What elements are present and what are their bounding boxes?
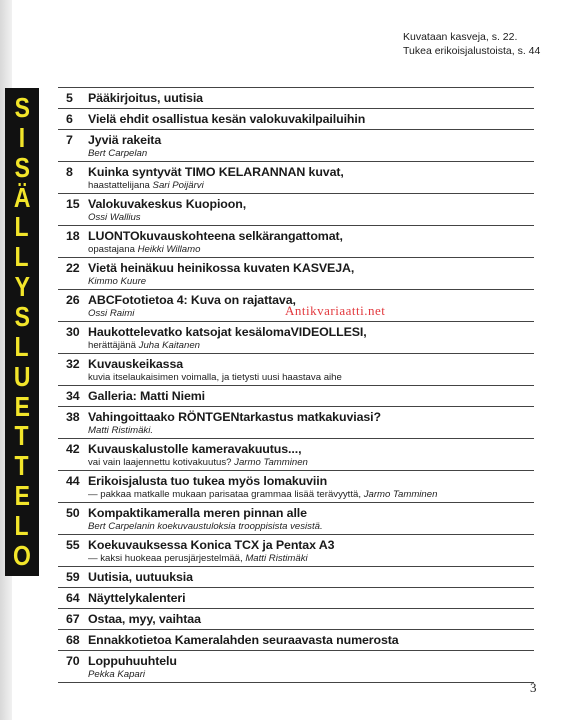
toc-subtitle	[66, 180, 534, 191]
toc-page-number: 7	[66, 133, 73, 147]
toc-entry-heading	[66, 442, 534, 457]
toc-page-number: 30	[66, 325, 80, 339]
toc-page-number: 18	[66, 229, 80, 243]
toc-title: Pääkirjoitus, uutisia	[88, 91, 203, 105]
toc-entry-heading	[66, 261, 534, 276]
toc-entry-heading	[66, 633, 534, 648]
toc-entry	[58, 502, 534, 534]
toc-entry-heading	[66, 112, 534, 127]
table-of-contents	[58, 87, 534, 683]
toc-title: Jyviä rakeita	[88, 133, 162, 147]
toc-entry-heading	[66, 538, 534, 553]
toc-entry	[58, 193, 534, 225]
toc-subtitle-text: opastajana	[88, 244, 138, 255]
toc-entry-heading	[66, 612, 534, 627]
toc-author: Matti Ristimäki.	[88, 425, 154, 436]
toc-author: Juha Kaitanen	[138, 340, 201, 351]
toc-author: Bert Carpelan	[88, 148, 148, 159]
toc-entry-heading	[66, 229, 534, 244]
side-title-letter: S	[14, 151, 30, 183]
toc-page-number: 5	[66, 91, 73, 105]
toc-subtitle	[66, 521, 534, 532]
toc-entry-heading	[66, 133, 534, 148]
toc-entry	[58, 470, 534, 502]
toc-page-number: 22	[66, 261, 80, 275]
toc-entry	[58, 353, 534, 385]
toc-subtitle-text: — pakkaa matkalle mukaan parisataa grammaa lisää terävyyttä,	[88, 489, 364, 500]
toc-author: Ossi Wallius	[88, 212, 141, 223]
toc-title: Näyttelykalenteri	[88, 591, 186, 605]
side-title-letter: I	[18, 121, 26, 153]
toc-subtitle	[66, 340, 534, 351]
toc-subtitle	[66, 553, 534, 564]
toc-page-number: 70	[66, 654, 80, 668]
toc-entry-heading	[66, 654, 534, 669]
toc-author: Jarmo Tamminen	[234, 457, 308, 468]
toc-entry-heading	[66, 325, 534, 340]
toc-author: Matti Ristimäki	[245, 553, 308, 564]
toc-subtitle	[66, 457, 534, 468]
toc-entry	[58, 587, 534, 608]
toc-entry-heading	[66, 91, 534, 106]
toc-page-number: 59	[66, 570, 80, 584]
side-title-letter: S	[14, 301, 30, 333]
toc-subtitle	[66, 276, 534, 287]
toc-page-number: 44	[66, 474, 80, 488]
top-note: Kuvataan kasveja, s. 22.	[403, 31, 518, 43]
toc-entry-heading	[66, 570, 534, 585]
toc-title: ABCFototietoa 4: Kuva on rajattava,	[88, 293, 296, 307]
toc-title: Uutisia, uutuuksia	[88, 570, 193, 584]
toc-entry-heading	[66, 591, 534, 606]
side-title-letter: E	[14, 480, 30, 512]
top-note: Tukea erikoisjalustoista, s. 44	[403, 45, 541, 57]
toc-subtitle	[66, 148, 534, 159]
toc-page-number: 32	[66, 357, 80, 371]
toc-entry	[58, 108, 534, 129]
page-number: 3	[530, 680, 537, 695]
toc-entry-heading	[66, 474, 534, 489]
side-title-banner	[5, 88, 39, 576]
watermark: Antikvariaatti.net	[285, 303, 386, 318]
side-title-letter: T	[14, 420, 30, 452]
toc-title: Haukottelevatko katsojat kesälomaVIDEOLLESI,	[88, 325, 367, 339]
toc-page-number: 68	[66, 633, 80, 647]
toc-entry-heading	[66, 165, 534, 180]
toc-title: Vietä heinäkuu heinikossa kuvaten KASVEJA,	[88, 261, 355, 275]
side-title-letter: L	[14, 330, 30, 362]
toc-title: Loppuhuuhtelu	[88, 654, 177, 668]
side-title-letter: U	[13, 360, 31, 392]
toc-title: LUONTOkuvauskohteena selkärangattomat,	[88, 229, 343, 243]
toc-page-number: 26	[66, 293, 80, 307]
toc-page-number: 15	[66, 197, 80, 211]
toc-title: Kompaktikameralla meren pinnan alle	[88, 506, 307, 520]
toc-entry-heading	[66, 389, 534, 404]
toc-entry	[58, 534, 534, 566]
toc-entry	[58, 257, 534, 289]
toc-page-number: 55	[66, 538, 80, 552]
toc-title: Kuvauskalustolle kameravakuutus...,	[88, 442, 302, 456]
toc-author: Kimmo Kuure	[88, 276, 147, 287]
toc-entry	[58, 650, 534, 683]
top-notes	[403, 30, 540, 58]
toc-entry	[58, 129, 534, 161]
toc-subtitle-text: vai vain laajennettu kotivakuutus?	[88, 457, 235, 468]
toc-title: Koekuvauksessa Konica TCX ja Pentax A3	[88, 538, 335, 552]
toc-page-number: 50	[66, 506, 80, 520]
toc-title: Valokuvakeskus Kuopioon,	[88, 197, 247, 211]
toc-subtitle	[66, 669, 534, 680]
toc-title: Vahingoittaako RÖNTGENtarkastus matkakuviasi?	[88, 410, 381, 424]
toc-title: Ostaa, myy, vaihtaa	[88, 612, 201, 626]
toc-subtitle	[66, 489, 534, 500]
toc-page-number: 34	[66, 389, 80, 403]
toc-author: Jarmo Tamminen	[363, 489, 438, 500]
side-title-letter: Ä	[13, 181, 31, 213]
toc-entry-heading	[66, 410, 534, 425]
toc-entry	[58, 321, 534, 353]
toc-subtitle-text: herättäjänä	[88, 340, 139, 351]
toc-page-number: 8	[66, 165, 73, 179]
toc-entry	[58, 161, 534, 193]
toc-author: Pekka Kapari	[88, 669, 146, 680]
toc-page-number: 6	[66, 112, 73, 126]
toc-author: Heikki Willamo	[137, 244, 201, 255]
toc-entry-heading	[66, 197, 534, 212]
side-title-letter: L	[14, 241, 30, 273]
toc-entry	[58, 608, 534, 629]
toc-page-number: 42	[66, 442, 80, 456]
side-title-letter: L	[14, 510, 30, 542]
side-title-letter: T	[14, 450, 30, 482]
toc-author: Ossi Raimi	[88, 308, 135, 319]
side-title-letter: S	[14, 92, 30, 123]
side-title-letter: E	[14, 390, 30, 422]
toc-title: Galleria: Matti Niemi	[88, 389, 206, 403]
toc-entry	[58, 406, 534, 438]
toc-page-number: 67	[66, 612, 80, 626]
toc-subtitle	[66, 212, 534, 223]
toc-entry	[58, 566, 534, 587]
toc-entry	[58, 629, 534, 650]
toc-subtitle-text: kuvia itselaukaisimen voimalla, ja tietysti uusi haastava aihe	[88, 372, 342, 383]
toc-subtitle-text: — kaksi huokeaa perusjärjestelmää,	[88, 553, 246, 564]
toc-subtitle	[66, 244, 534, 255]
toc-page-number: 38	[66, 410, 80, 424]
toc-entry	[58, 87, 534, 108]
toc-page-number: 64	[66, 591, 80, 605]
toc-title: Kuinka syntyvät TIMO KELARANNAN kuvat,	[88, 165, 344, 179]
toc-author: Bert Carpelanin koekuvaustuloksia trooppisista vesistä.	[88, 521, 323, 532]
toc-title: Ennakkotietoa Kameralahden seuraavasta numerosta	[88, 633, 399, 647]
side-title-letter: O	[13, 539, 31, 571]
toc-subtitle	[66, 425, 534, 436]
toc-entry	[58, 225, 534, 257]
toc-entry-heading	[66, 357, 534, 372]
toc-subtitle	[66, 372, 534, 383]
side-title-letter: L	[14, 211, 30, 243]
toc-subtitle-text: haastattelijana	[88, 180, 153, 191]
toc-title: Kuvauskeikassa	[88, 357, 184, 371]
toc-title: Vielä ehdit osallistua kesän valokuvakilpailuihin	[88, 112, 366, 126]
toc-entry-heading	[66, 506, 534, 521]
toc-entry	[58, 385, 534, 406]
toc-entry	[58, 438, 534, 470]
side-title-letter: Y	[14, 271, 30, 303]
toc-title: Erikoisjalusta tuo tukea myös lomakuviin	[88, 474, 328, 488]
toc-author: Sari Poijärvi	[152, 180, 204, 191]
